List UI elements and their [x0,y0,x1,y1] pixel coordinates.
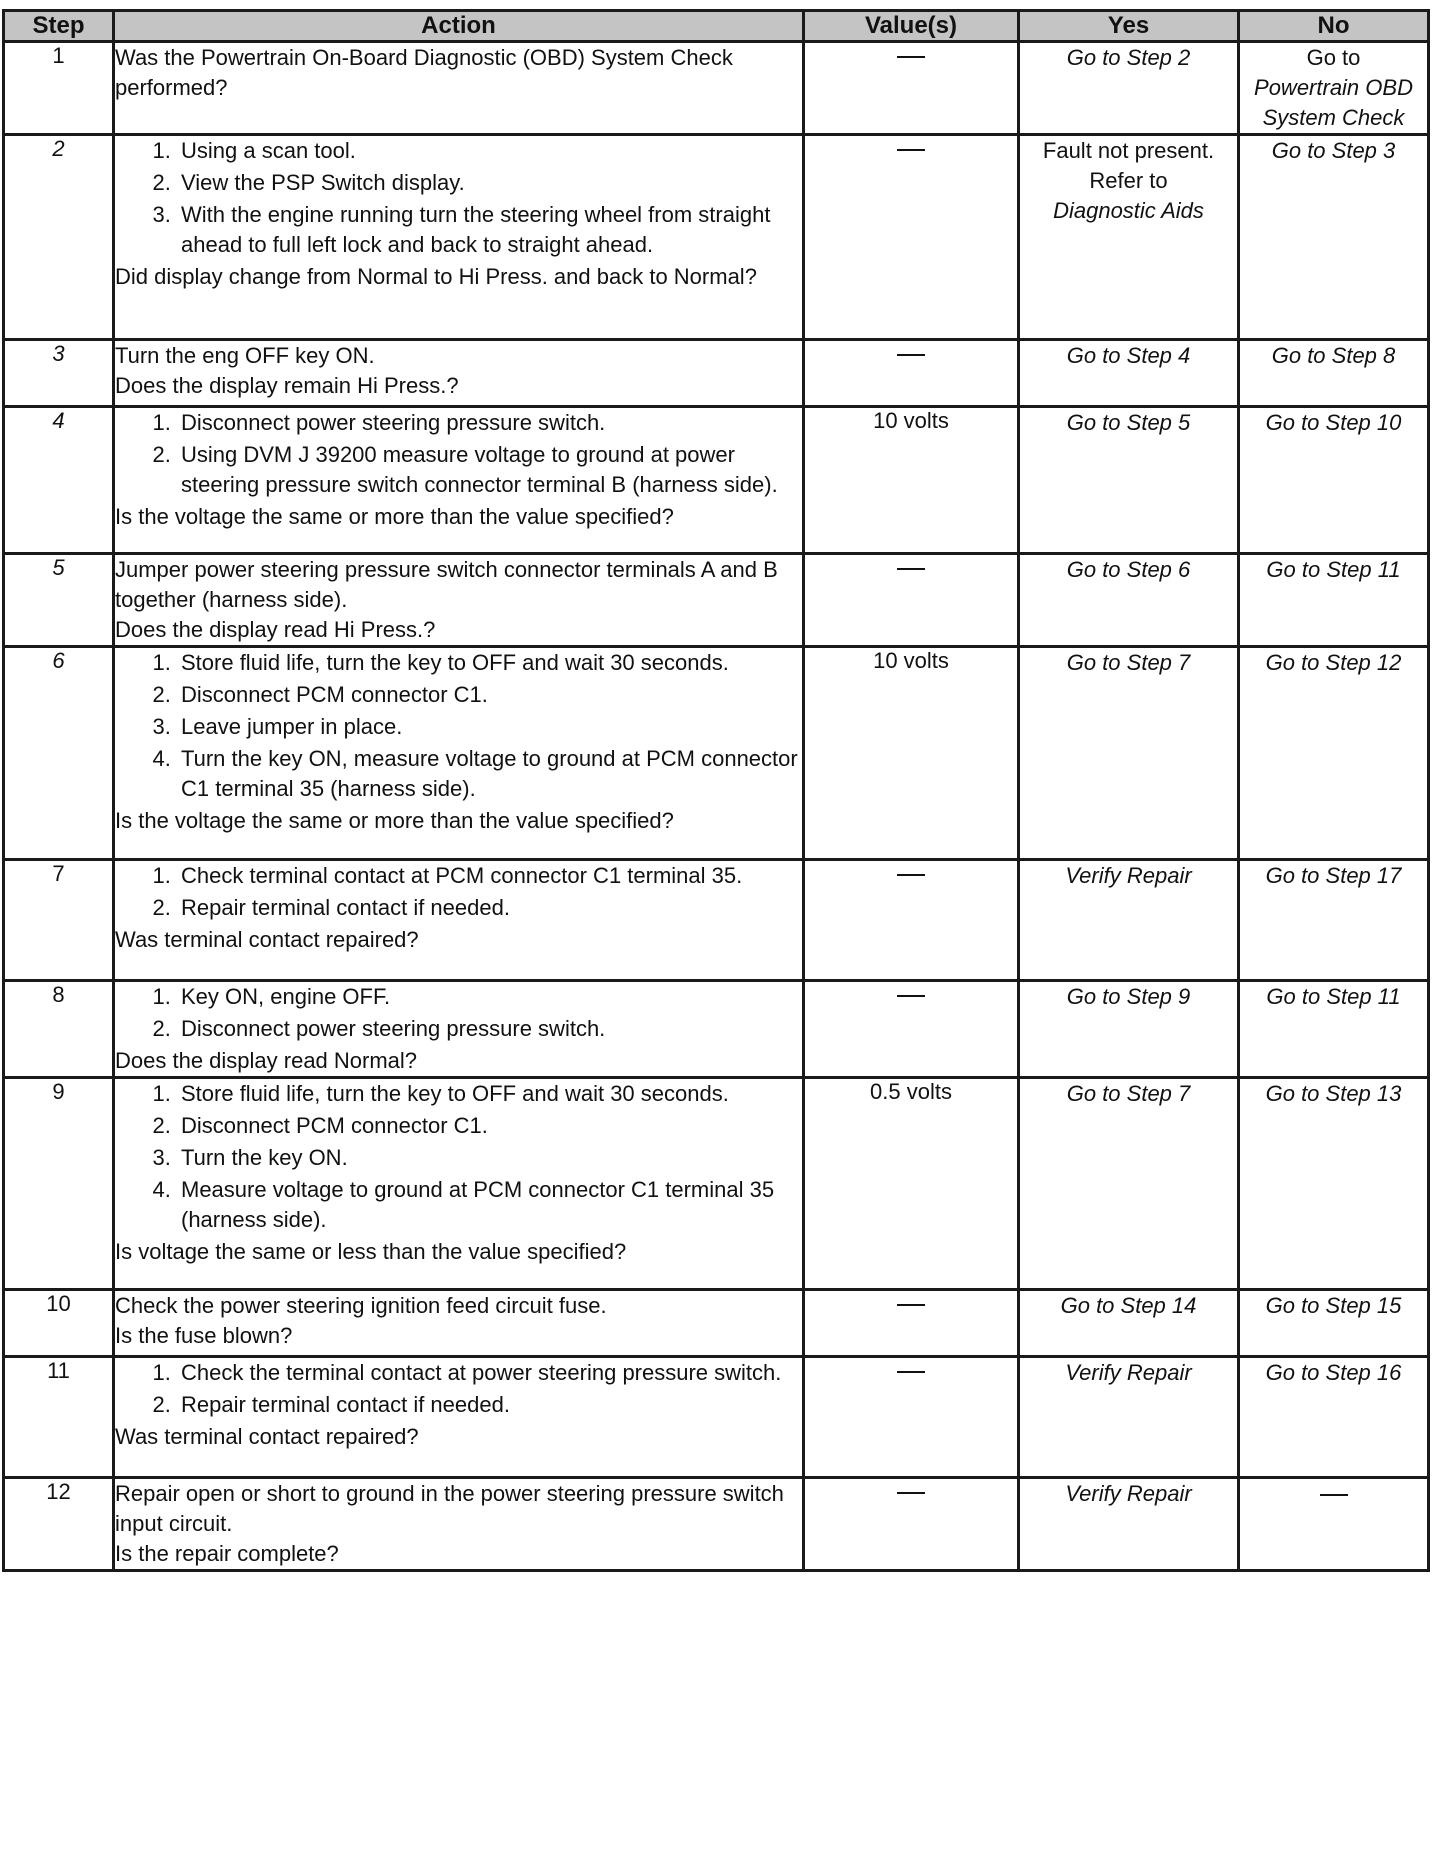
no-ref: Go to Step 13 [1265,1081,1402,1106]
value-cell [804,42,1019,135]
yes-cell [1019,135,1239,340]
action-question: Does the display read Normal? [115,1048,418,1073]
header-row [4,11,1429,42]
yes-cell [1019,42,1239,135]
yes-ref: Diagnostic Aids [1053,198,1204,223]
dash-mark [897,1371,925,1373]
yes-ref: Go to Step 4 [1066,343,1191,368]
action-cell [114,554,804,647]
yes-cell [1019,981,1239,1078]
yes-ref: Go to Step 14 [1060,1293,1197,1318]
yes-cell [1019,647,1239,860]
action-steps-list [115,136,802,260]
table-row [4,1478,1429,1571]
action-step-item: 1. Check terminal contact at PCM connector C1 terminal 35. [177,861,802,891]
action-step-item: 4. Measure voltage to ground at PCM connector C1 terminal 35 (harness side). [177,1175,802,1235]
table-row [4,860,1429,981]
action-question: Was terminal contact repaired? [115,1424,419,1449]
value-cell [804,135,1019,340]
no-cell [1239,647,1429,860]
action-question: Is the fuse blown? [115,1323,293,1348]
step-number: 5 [4,554,114,647]
no-cell [1239,860,1429,981]
action-steps-list [115,648,802,804]
action-cell [114,42,804,135]
action-question: Is the repair complete? [115,1541,339,1566]
action-question: Does the display read Hi Press.? [115,617,436,642]
yes-ref: Verify Repair [1065,1481,1192,1506]
dash-mark [897,874,925,876]
action-cell [114,407,804,554]
action-text: Turn the eng OFF key ON. [115,343,375,368]
step-number: 6 [4,647,114,860]
header-yes: Yes [1019,11,1239,42]
yes-ref: Go to Step 9 [1066,984,1191,1009]
value-text: 10 volts [873,648,949,673]
no-ref: Powertrain OBD System Check [1254,75,1413,130]
step-number: 10 [4,1290,114,1357]
action-cell [114,340,804,407]
step-number: 8 [4,981,114,1078]
value-cell [804,1478,1019,1571]
table-row [4,42,1429,135]
value-cell [804,554,1019,647]
step-number: 1 [4,42,114,135]
yes-text: Fault not present. Refer to [1042,138,1215,193]
no-ref: Go to Step 8 [1271,343,1396,368]
dash-mark [897,354,925,356]
yes-ref: Go to Step 6 [1066,557,1191,582]
action-step-item: 2. Repair terminal contact if needed. [177,893,802,923]
value-cell [804,340,1019,407]
action-step-item: 2. Disconnect power steering pressure switch. [177,1014,802,1044]
table-body [4,42,1429,1571]
step-number: 2 [4,135,114,340]
action-step-item: 2. Disconnect PCM connector C1. [177,1111,802,1141]
table-row [4,647,1429,860]
table-row [4,407,1429,554]
value-cell [804,860,1019,981]
no-cell [1239,135,1429,340]
table-row [4,554,1429,647]
no-ref: Go to Step 11 [1266,984,1401,1009]
action-text: Check the power steering ignition feed circuit fuse. [115,1293,607,1318]
action-steps-list [115,1079,802,1235]
yes-ref: Go to Step 2 [1066,45,1191,70]
yes-cell [1019,1357,1239,1478]
no-cell [1239,981,1429,1078]
no-ref: Go to Step 10 [1265,410,1402,435]
no-cell [1239,1357,1429,1478]
action-step-item: 2. Repair terminal contact if needed. [177,1390,802,1420]
yes-ref: Go to Step 7 [1066,1081,1191,1106]
header-step: Step [4,11,114,42]
action-step-item: 3. Turn the key ON. [177,1143,802,1173]
action-steps-list [115,408,802,500]
action-step-item: 3. Leave jumper in place. [177,712,802,742]
action-question: Is the voltage the same or more than the value specified? [115,504,674,529]
no-ref: Go to Step 15 [1265,1293,1402,1318]
value-cell [804,407,1019,554]
dash-mark [897,568,925,570]
action-step-item: 1. Disconnect power steering pressure switch. [177,408,802,438]
yes-cell [1019,1290,1239,1357]
table-row [4,340,1429,407]
action-question: Is voltage the same or less than the value specified? [115,1239,627,1264]
no-ref: Go to Step 3 [1271,138,1396,163]
no-cell [1239,554,1429,647]
value-text: 0.5 volts [870,1079,952,1104]
action-cell [114,1078,804,1290]
no-text: Go to [1306,45,1361,70]
table-row [4,1357,1429,1478]
no-ref: Go to Step 12 [1265,650,1402,675]
action-text: Repair open or short to ground in the power steering pressure switch input circuit. [115,1481,784,1536]
no-cell [1239,340,1429,407]
action-cell [114,860,804,981]
action-step-item: 3. With the engine running turn the steering wheel from straight ahead to full left lock and back to straight ahead. [177,200,802,260]
value-cell [804,1078,1019,1290]
no-cell [1239,42,1429,135]
header-values: Value(s) [804,11,1019,42]
value-cell [804,1290,1019,1357]
no-ref: Go to Step 16 [1265,1360,1402,1385]
action-step-item: 1. Check the terminal contact at power steering pressure switch. [177,1358,802,1388]
action-text: Jumper power steering pressure switch connector terminals A and B together (harness side). [115,557,778,612]
yes-cell [1019,407,1239,554]
yes-cell [1019,1078,1239,1290]
no-cell [1239,407,1429,554]
action-cell [114,1478,804,1571]
dash-mark [897,56,925,58]
no-cell [1239,1078,1429,1290]
dash-mark [897,1304,925,1306]
header-no: No [1239,11,1429,42]
action-question: Does the display remain Hi Press.? [115,373,459,398]
dash-mark [897,1492,925,1494]
action-step-item: 1. Store fluid life, turn the key to OFF and wait 30 seconds. [177,648,802,678]
action-step-item: 1. Using a scan tool. [177,136,802,166]
step-number: 12 [4,1478,114,1571]
yes-cell [1019,554,1239,647]
action-step-item: 2. Disconnect PCM connector C1. [177,680,802,710]
value-text: 10 volts [873,408,949,433]
action-steps-list [115,982,802,1044]
value-cell [804,647,1019,860]
table-row [4,1290,1429,1357]
dash-mark [1320,1494,1348,1496]
action-question: Is the voltage the same or more than the value specified? [115,808,674,833]
action-step-item: 1. Store fluid life, turn the key to OFF and wait 30 seconds. [177,1079,802,1109]
action-step-item: 1. Key ON, engine OFF. [177,982,802,1012]
step-number: 11 [4,1357,114,1478]
yes-ref: Verify Repair [1065,1360,1192,1385]
action-cell [114,647,804,860]
action-step-item: 2. Using DVM J 39200 measure voltage to ground at power steering pressure switch connector terminal B (harness side). [177,440,802,500]
action-cell [114,1290,804,1357]
table-row [4,1078,1429,1290]
yes-cell [1019,1478,1239,1571]
no-cell [1239,1290,1429,1357]
step-number: 9 [4,1078,114,1290]
action-step-item: 2. View the PSP Switch display. [177,168,802,198]
table-row [4,135,1429,340]
action-text: Was the Powertrain On-Board Diagnostic (OBD) System Check performed? [115,45,733,100]
yes-ref: Go to Step 7 [1066,650,1191,675]
action-cell [114,1357,804,1478]
value-cell [804,981,1019,1078]
yes-ref: Verify Repair [1065,863,1192,888]
table-row [4,981,1429,1078]
no-cell [1239,1478,1429,1571]
action-steps-list [115,1358,802,1420]
action-steps-list [115,861,802,923]
action-question: Was terminal contact repaired? [115,927,419,952]
action-cell [114,981,804,1078]
no-ref: Go to Step 17 [1265,863,1402,888]
step-number: 4 [4,407,114,554]
diagnostic-table [2,9,1430,1572]
action-step-item: 4. Turn the key ON, measure voltage to ground at PCM connector C1 terminal 35 (harness side). [177,744,802,804]
value-cell [804,1357,1019,1478]
step-number: 7 [4,860,114,981]
step-number: 3 [4,340,114,407]
yes-ref: Go to Step 5 [1066,410,1191,435]
action-cell [114,135,804,340]
dash-mark [897,149,925,151]
no-ref: Go to Step 11 [1266,557,1401,582]
header-action: Action [114,11,804,42]
dash-mark [897,995,925,997]
yes-cell [1019,860,1239,981]
action-question: Did display change from Normal to Hi Press. and back to Normal? [115,264,757,289]
yes-cell [1019,340,1239,407]
